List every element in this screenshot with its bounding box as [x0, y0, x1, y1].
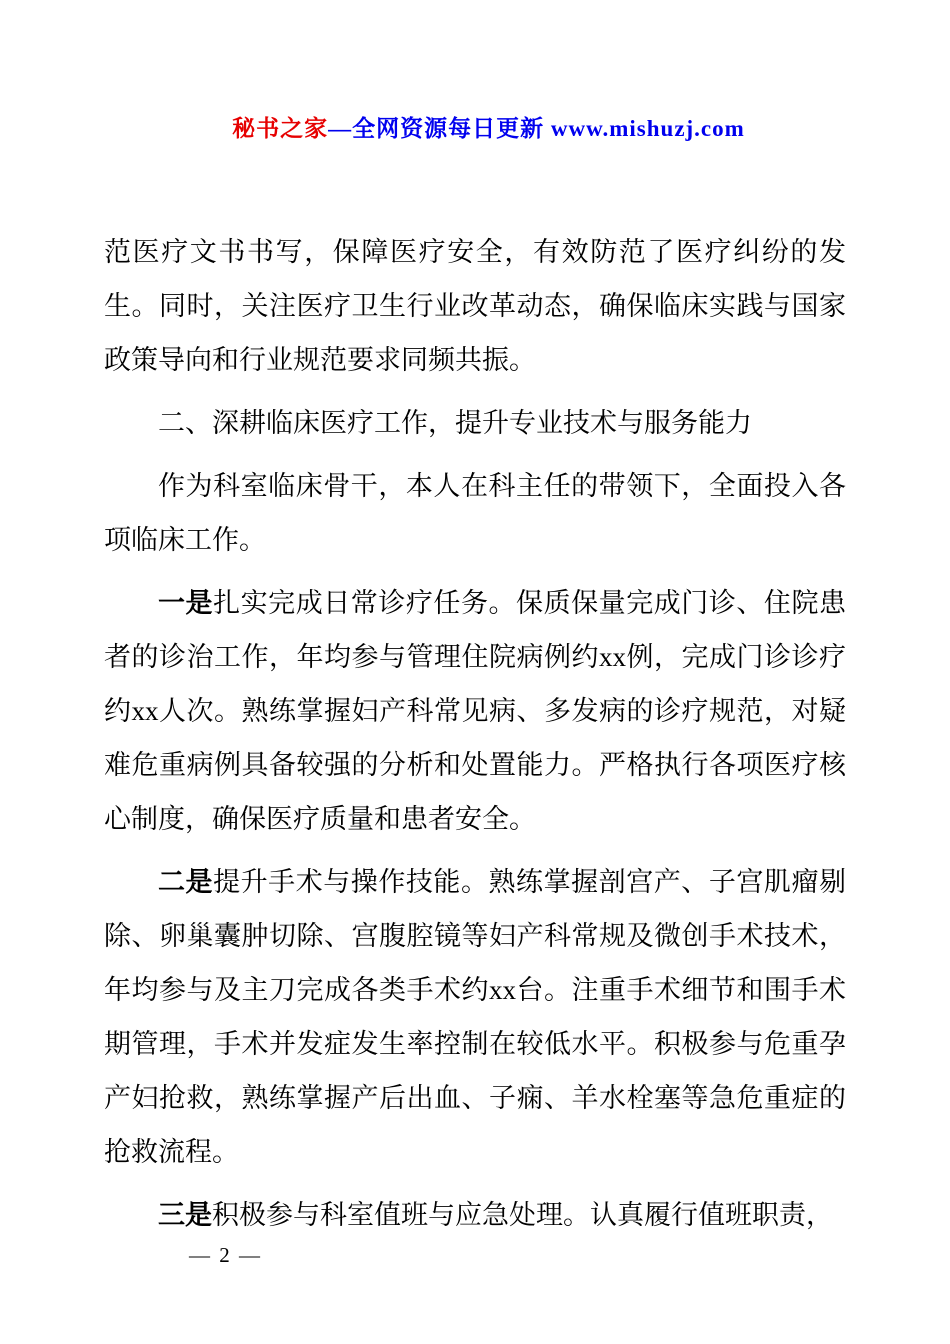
paragraph [104, 576, 846, 846]
page-footer [160, 1218, 262, 1293]
site-name: 秘书之家 [232, 116, 329, 141]
paragraph-lead: 三是 [158, 1200, 212, 1230]
paragraph-lead: 二是 [158, 867, 214, 897]
paragraph-lead: 一是 [158, 588, 214, 618]
paragraph-text: 范医疗文书书写，保障医疗安全，有效防范了医疗纠纷的发生。同时，关注医疗卫生行业改革动态，确保临床实践与国家政策导向和行业规范要求同频共振。 [104, 237, 846, 375]
paragraph-text: 扎实完成日常诊疗任务。保质保量完成门诊、住院患者的诊治工作，年均参与管理住院病例约xx例，完成门诊诊疗约xx人次。熟练掌握妇产科常见病、多发病的诊疗规范，对疑难危重病例具备较强的分析和处置能力。严格执行各项医疗核心制度，确保医疗质量和患者安全。 [104, 588, 847, 834]
paragraph-text: 积极参与科室值班与应急处理。认真履行值班职责， [212, 1200, 833, 1230]
document-body [104, 225, 846, 1242]
paragraph [104, 225, 846, 387]
section-heading-text: 二、深耕临床医疗工作，提升专业技术与服务能力 [158, 408, 752, 438]
site-tagline: —全网资源每日更新 [328, 116, 551, 141]
paragraph-text: 提升手术与操作技能。熟练掌握剖宫产、子宫肌瘤剔除、卵巢囊肿切除、宫腹腔镜等妇产科常规及微创手术技术，年均参与及主刀完成各类手术约xx台。注重手术细节和围手术期管理，手术并发症发生率控制在较低水平。积极参与危重孕产妇抢救，熟练掌握产后出血、子痫、羊水栓塞等急危重症的抢救流程。 [104, 867, 847, 1167]
paragraph-text: 作为科室临床骨干，本人在科主任的带领下，全面投入各项临床工作。 [104, 471, 846, 555]
page-header [0, 0, 950, 169]
section-heading [104, 396, 846, 450]
paragraph [104, 855, 846, 1179]
page-number: — 2 — [189, 1243, 262, 1267]
site-url: www.mishuzj.com [550, 116, 745, 141]
paragraph [104, 459, 846, 567]
